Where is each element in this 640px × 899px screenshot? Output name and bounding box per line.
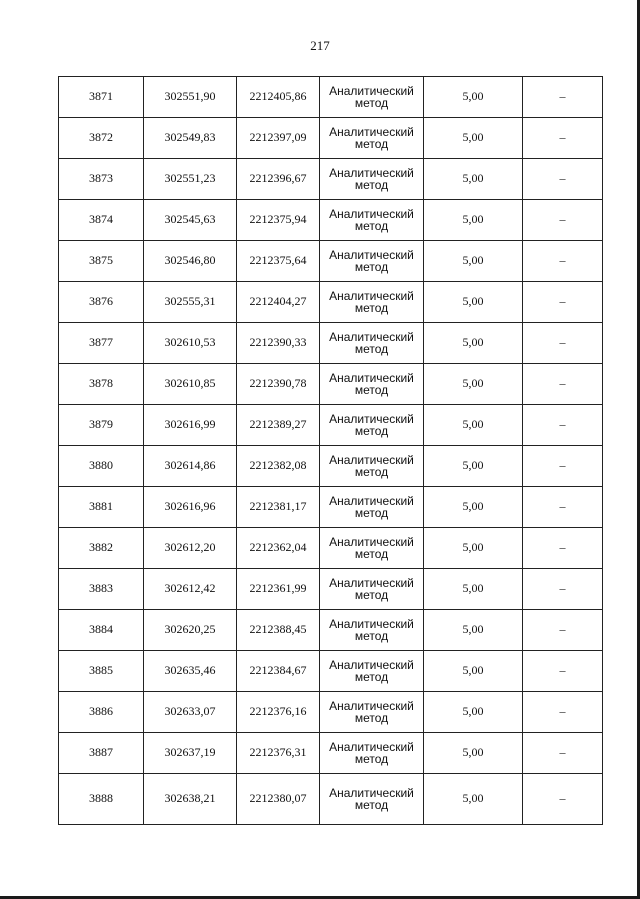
y-coordinate-cell [237, 651, 320, 692]
table-row [59, 774, 603, 825]
empty-dash-cell-text: – [559, 540, 566, 554]
point-number-cell [59, 774, 144, 825]
accuracy-cell [424, 241, 523, 282]
x-coordinate-cell-text: 302633,07 [164, 704, 216, 718]
y-coordinate-cell [237, 405, 320, 446]
empty-dash-cell-text: – [559, 458, 566, 472]
method-cell [320, 774, 424, 825]
empty-dash-cell-text: – [559, 130, 566, 144]
y-coordinate-cell [237, 200, 320, 241]
method-cell [320, 692, 424, 733]
y-coordinate-cell-text: 2212362,04 [249, 540, 307, 554]
y-coordinate-cell-text: 2212397,09 [249, 130, 307, 144]
empty-dash-cell [523, 487, 603, 528]
empty-dash-cell [523, 159, 603, 200]
table-row [59, 323, 603, 364]
point-number-cell-text: 3881 [89, 499, 113, 513]
accuracy-cell [424, 733, 523, 774]
table-row [59, 200, 603, 241]
empty-dash-cell-text: – [559, 791, 566, 805]
method-cell [320, 610, 424, 651]
method-line-2: метод [354, 301, 389, 315]
table-row [59, 446, 603, 487]
method-cell [320, 323, 424, 364]
empty-dash-cell [523, 118, 603, 159]
accuracy-cell [424, 446, 523, 487]
x-coordinate-cell [144, 200, 237, 241]
method-cell [320, 651, 424, 692]
method-line-1: Аналитический [329, 207, 414, 221]
empty-dash-cell [523, 610, 603, 651]
method-cell [320, 405, 424, 446]
method-line-1: Аналитический [329, 412, 414, 426]
empty-dash-cell [523, 77, 603, 118]
x-coordinate-cell [144, 159, 237, 200]
y-coordinate-cell [237, 364, 320, 405]
accuracy-cell-text: 5,00 [462, 499, 484, 513]
table-row [59, 528, 603, 569]
empty-dash-cell [523, 733, 603, 774]
x-coordinate-cell [144, 692, 237, 733]
method-line-2: метод [354, 798, 389, 812]
empty-dash-cell [523, 446, 603, 487]
accuracy-cell [424, 692, 523, 733]
method-line-2: метод [354, 629, 389, 643]
x-coordinate-cell-text: 302614,86 [164, 458, 216, 472]
x-coordinate-cell-text: 302612,20 [164, 540, 216, 554]
point-number-cell-text: 3885 [89, 663, 113, 677]
accuracy-cell-text: 5,00 [462, 745, 484, 759]
x-coordinate-cell-text: 302637,19 [164, 745, 216, 759]
point-number-cell [59, 733, 144, 774]
method-line-1: Аналитический [329, 494, 414, 508]
method-line-1: Аналитический [329, 786, 414, 800]
y-coordinate-cell-text: 2212382,08 [249, 458, 307, 472]
accuracy-cell-text: 5,00 [462, 704, 484, 718]
method-line-1: Аналитический [329, 166, 414, 180]
point-number-cell [59, 692, 144, 733]
x-coordinate-cell [144, 118, 237, 159]
accuracy-cell-text: 5,00 [462, 253, 484, 267]
accuracy-cell [424, 487, 523, 528]
empty-dash-cell [523, 692, 603, 733]
table-row [59, 282, 603, 323]
x-coordinate-cell [144, 610, 237, 651]
accuracy-cell-text: 5,00 [462, 622, 484, 636]
empty-dash-cell-text: – [559, 745, 566, 759]
point-number-cell [59, 118, 144, 159]
y-coordinate-cell-text: 2212388,45 [249, 622, 307, 636]
coordinates-table [58, 76, 603, 825]
method-line-2: метод [354, 383, 389, 397]
empty-dash-cell-text: – [559, 294, 566, 308]
table-row [59, 487, 603, 528]
accuracy-cell-text: 5,00 [462, 130, 484, 144]
x-coordinate-cell [144, 733, 237, 774]
point-number-cell [59, 405, 144, 446]
point-number-cell-text: 3871 [89, 89, 113, 103]
method-line-1: Аналитический [329, 289, 414, 303]
accuracy-cell-text: 5,00 [462, 540, 484, 554]
y-coordinate-cell-text: 2212380,07 [249, 791, 307, 805]
method-cell [320, 241, 424, 282]
table-row [59, 405, 603, 446]
method-line-1: Аналитический [329, 248, 414, 262]
x-coordinate-cell-text: 302551,23 [164, 171, 216, 185]
accuracy-cell-text: 5,00 [462, 212, 484, 226]
point-number-cell [59, 77, 144, 118]
method-line-1: Аналитический [329, 84, 414, 98]
accuracy-cell [424, 364, 523, 405]
x-coordinate-cell [144, 528, 237, 569]
empty-dash-cell [523, 569, 603, 610]
x-coordinate-cell-text: 302616,99 [164, 417, 216, 431]
x-coordinate-cell [144, 774, 237, 825]
method-line-2: метод [354, 342, 389, 356]
point-number-cell-text: 3877 [89, 335, 113, 349]
point-number-cell [59, 569, 144, 610]
method-cell [320, 733, 424, 774]
method-line-1: Аналитический [329, 535, 414, 549]
y-coordinate-cell [237, 569, 320, 610]
y-coordinate-cell-text: 2212376,31 [249, 745, 307, 759]
y-coordinate-cell-text: 2212381,17 [249, 499, 307, 513]
x-coordinate-cell-text: 302551,90 [164, 89, 216, 103]
point-number-cell-text: 3886 [89, 704, 113, 718]
method-cell [320, 569, 424, 610]
x-coordinate-cell [144, 651, 237, 692]
point-number-cell-text: 3884 [89, 622, 113, 636]
y-coordinate-cell [237, 446, 320, 487]
point-number-cell [59, 323, 144, 364]
x-coordinate-cell [144, 405, 237, 446]
point-number-cell-text: 3873 [89, 171, 113, 185]
point-number-cell [59, 200, 144, 241]
method-cell [320, 446, 424, 487]
point-number-cell [59, 241, 144, 282]
x-coordinate-cell-text: 302616,96 [164, 499, 216, 513]
empty-dash-cell [523, 528, 603, 569]
point-number-cell-text: 3872 [89, 130, 113, 144]
y-coordinate-cell-text: 2212375,64 [249, 253, 307, 267]
accuracy-cell-text: 5,00 [462, 581, 484, 595]
empty-dash-cell [523, 651, 603, 692]
accuracy-cell-text: 5,00 [462, 663, 484, 677]
point-number-cell-text: 3878 [89, 376, 113, 390]
point-number-cell-text: 3887 [89, 745, 113, 759]
y-coordinate-cell [237, 528, 320, 569]
y-coordinate-cell-text: 2212396,67 [249, 171, 307, 185]
table-row [59, 569, 603, 610]
empty-dash-cell-text: – [559, 663, 566, 677]
method-line-2: метод [354, 506, 389, 520]
accuracy-cell [424, 569, 523, 610]
method-line-1: Аналитический [329, 330, 414, 344]
accuracy-cell [424, 159, 523, 200]
y-coordinate-cell [237, 282, 320, 323]
method-line-2: метод [354, 547, 389, 561]
y-coordinate-cell [237, 241, 320, 282]
accuracy-cell-text: 5,00 [462, 294, 484, 308]
empty-dash-cell [523, 241, 603, 282]
x-coordinate-cell-text: 302546,80 [164, 253, 216, 267]
x-coordinate-cell-text: 302610,85 [164, 376, 216, 390]
point-number-cell [59, 282, 144, 323]
point-number-cell [59, 610, 144, 651]
y-coordinate-cell [237, 733, 320, 774]
point-number-cell-text: 3888 [89, 791, 113, 805]
method-line-2: метод [354, 588, 389, 602]
empty-dash-cell [523, 405, 603, 446]
x-coordinate-cell-text: 302620,25 [164, 622, 216, 636]
table-row [59, 77, 603, 118]
method-cell [320, 159, 424, 200]
method-line-1: Аналитический [329, 453, 414, 467]
y-coordinate-cell [237, 323, 320, 364]
accuracy-cell [424, 774, 523, 825]
page-number: 217 [310, 38, 330, 53]
x-coordinate-cell-text: 302610,53 [164, 335, 216, 349]
empty-dash-cell-text: – [559, 376, 566, 390]
x-coordinate-cell [144, 282, 237, 323]
method-line-1: Аналитический [329, 576, 414, 590]
empty-dash-cell-text: – [559, 622, 566, 636]
x-coordinate-cell [144, 241, 237, 282]
empty-dash-cell [523, 282, 603, 323]
x-coordinate-cell [144, 487, 237, 528]
x-coordinate-cell [144, 446, 237, 487]
accuracy-cell-text: 5,00 [462, 335, 484, 349]
method-line-2: метод [354, 465, 389, 479]
y-coordinate-cell [237, 610, 320, 651]
method-line-2: метод [354, 178, 389, 192]
y-coordinate-cell [237, 77, 320, 118]
y-coordinate-cell-text: 2212390,33 [249, 335, 307, 349]
method-line-2: метод [354, 260, 389, 274]
y-coordinate-cell [237, 159, 320, 200]
empty-dash-cell-text: – [559, 171, 566, 185]
accuracy-cell-text: 5,00 [462, 417, 484, 431]
point-number-cell-text: 3875 [89, 253, 113, 267]
x-coordinate-cell-text: 302545,63 [164, 212, 216, 226]
point-number-cell-text: 3883 [89, 581, 113, 595]
accuracy-cell-text: 5,00 [462, 458, 484, 472]
accuracy-cell [424, 118, 523, 159]
method-line-2: метод [354, 670, 389, 684]
accuracy-cell [424, 610, 523, 651]
point-number-cell-text: 3880 [89, 458, 113, 472]
y-coordinate-cell-text: 2212384,67 [249, 663, 307, 677]
empty-dash-cell-text: – [559, 581, 566, 595]
accuracy-cell [424, 651, 523, 692]
method-line-1: Аналитический [329, 371, 414, 385]
y-coordinate-cell [237, 774, 320, 825]
empty-dash-cell [523, 774, 603, 825]
table-row [59, 651, 603, 692]
point-number-cell-text: 3876 [89, 294, 113, 308]
method-line-1: Аналитический [329, 699, 414, 713]
table-row [59, 118, 603, 159]
x-coordinate-cell [144, 569, 237, 610]
accuracy-cell [424, 200, 523, 241]
method-line-2: метод [354, 96, 389, 110]
point-number-cell-text: 3882 [89, 540, 113, 554]
accuracy-cell-text: 5,00 [462, 791, 484, 805]
accuracy-cell-text: 5,00 [462, 376, 484, 390]
x-coordinate-cell-text: 302635,46 [164, 663, 216, 677]
empty-dash-cell [523, 364, 603, 405]
table-row [59, 241, 603, 282]
method-cell [320, 528, 424, 569]
x-coordinate-cell-text: 302549,83 [164, 130, 216, 144]
empty-dash-cell [523, 323, 603, 364]
x-coordinate-cell-text: 302555,31 [164, 294, 216, 308]
method-line-2: метод [354, 752, 389, 766]
method-cell [320, 364, 424, 405]
empty-dash-cell [523, 200, 603, 241]
y-coordinate-cell-text: 2212361,99 [249, 581, 307, 595]
y-coordinate-cell [237, 487, 320, 528]
point-number-cell [59, 487, 144, 528]
x-coordinate-cell-text: 302612,42 [164, 581, 216, 595]
empty-dash-cell-text: – [559, 704, 566, 718]
method-line-2: метод [354, 711, 389, 725]
y-coordinate-cell-text: 2212376,16 [249, 704, 307, 718]
accuracy-cell [424, 282, 523, 323]
table-row [59, 692, 603, 733]
method-line-1: Аналитический [329, 740, 414, 754]
method-line-2: метод [354, 137, 389, 151]
method-cell [320, 282, 424, 323]
empty-dash-cell-text: – [559, 417, 566, 431]
point-number-cell [59, 159, 144, 200]
point-number-cell-text: 3879 [89, 417, 113, 431]
method-line-1: Аналитический [329, 617, 414, 631]
table-row [59, 733, 603, 774]
accuracy-cell [424, 77, 523, 118]
y-coordinate-cell-text: 2212389,27 [249, 417, 307, 431]
method-cell [320, 118, 424, 159]
accuracy-cell [424, 528, 523, 569]
point-number-cell [59, 364, 144, 405]
table-body [59, 77, 603, 825]
empty-dash-cell-text: – [559, 335, 566, 349]
empty-dash-cell-text: – [559, 89, 566, 103]
method-cell [320, 200, 424, 241]
empty-dash-cell-text: – [559, 499, 566, 513]
table-row [59, 364, 603, 405]
y-coordinate-cell-text: 2212404,27 [249, 294, 307, 308]
accuracy-cell [424, 323, 523, 364]
x-coordinate-cell-text: 302638,21 [164, 791, 216, 805]
method-cell [320, 487, 424, 528]
method-line-1: Аналитический [329, 658, 414, 672]
y-coordinate-cell [237, 118, 320, 159]
empty-dash-cell-text: – [559, 253, 566, 267]
point-number-cell [59, 651, 144, 692]
method-line-2: метод [354, 219, 389, 233]
point-number-cell [59, 528, 144, 569]
empty-dash-cell-text: – [559, 212, 566, 226]
accuracy-cell-text: 5,00 [462, 171, 484, 185]
x-coordinate-cell [144, 364, 237, 405]
y-coordinate-cell [237, 692, 320, 733]
x-coordinate-cell [144, 77, 237, 118]
y-coordinate-cell-text: 2212390,78 [249, 376, 307, 390]
point-number-cell [59, 446, 144, 487]
method-line-1: Аналитический [329, 125, 414, 139]
x-coordinate-cell [144, 323, 237, 364]
table-row [59, 610, 603, 651]
y-coordinate-cell-text: 2212405,86 [249, 89, 307, 103]
accuracy-cell [424, 405, 523, 446]
accuracy-cell-text: 5,00 [462, 89, 484, 103]
table-row [59, 159, 603, 200]
point-number-cell-text: 3874 [89, 212, 113, 226]
method-cell [320, 77, 424, 118]
y-coordinate-cell-text: 2212375,94 [249, 212, 307, 226]
method-line-2: метод [354, 424, 389, 438]
